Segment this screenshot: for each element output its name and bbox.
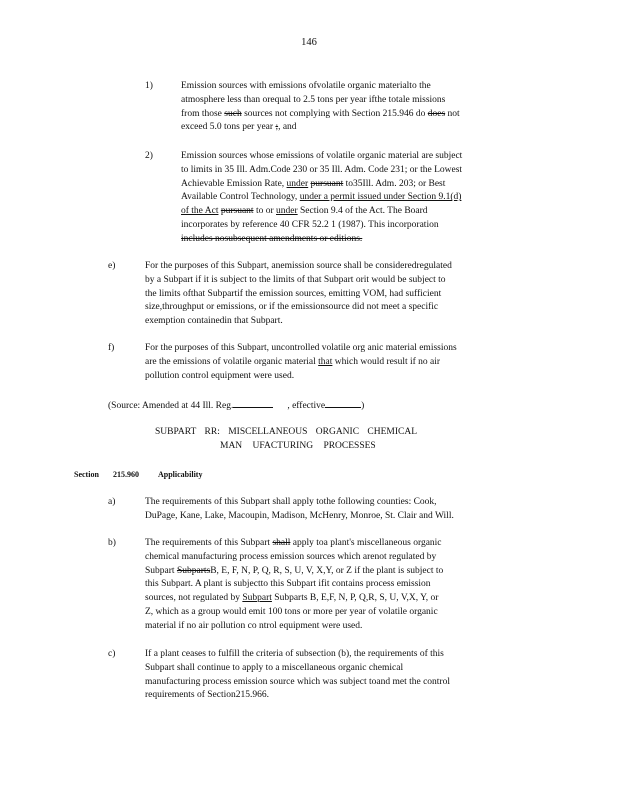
subpart-heading-line2: MAN UFACTURING PROCESSES	[220, 441, 376, 451]
para-b-label: b)	[108, 538, 116, 548]
section-title: Applicability	[158, 470, 203, 479]
para-b-text: The requirements of this Subpart shall apply toa plant's miscellaneous organic chemical manufacturing process emission sources which arenot regulated by Subpart SubpartsB, E, F, N, P, Q, R, S, U, V, X,Y, or Z if the plant is subject to this Subpart. A plant is subjectto this Subpart ifit contains process emission sources, not regulated by Subpart Subparts B, E,F, N, P, Q,R, S, U, V,X, Y, or Z, which as a group would emit 100 tons or more per year of volatile organic material if no air pollution co ntrol equipment were used.	[145, 538, 444, 631]
para-e-text: For the purposes of this Subpart, anemission source shall be consideredregulated by a Subpart if it is subject to the limits of that Subpart orit would be subject to the limits ofthat Subpartif the emission sources, emitting VOM, had sufficient size,throughput or emissions, or if the emissionsource did not meet a specific exemption containedin that Subpart.	[145, 261, 452, 327]
item-2-label: 2)	[145, 151, 153, 161]
source-note: (Source: Amended at 44 Ill. Reg. , effective )	[108, 398, 364, 414]
section-label: Section	[74, 470, 99, 479]
subpart-heading-line1: SUBPART RR: MISCELLANEOUS ORGANIC CHEMICAL	[155, 427, 418, 437]
para-c-text: If a plant ceases to fulfill the criteria of subsection (b), the requirements of this Subpart shall continue to apply to a miscellaneous organic chemical manufacturing process emission source which was subject toand met the control requirements of Section215.966.	[145, 649, 450, 701]
para-f-label: f)	[108, 343, 115, 353]
item-1-text: Emission sources with emissions ofvolatile organic materialto the atmosphere less than orequal to 2.5 tons per year ifthe totale missions from those such sources not complying with Section 215.946 do does not exceed 5.0 tons per year ;, and	[181, 81, 460, 133]
para-f-text: For the purposes of this Subpart, uncontrolled volatile org anic material emissions are the emissions of volatile organic material that which would result if no air pollution control equipment were used.	[145, 343, 457, 381]
para-e-label: e)	[108, 261, 116, 271]
section-number: 215.960	[113, 470, 139, 479]
item-2-text: Emission sources whose emissions of volatile organic material are subject to limits in 35 Ill. Adm.Code 230 or 35 Ill. Adm. Code 231; or the Lowest Achievable Emission Rate, under pursuant to35Ill. Adm. 203; or Best Available Control Technology, under a permit issued under Section 9.1(d) of the Act pursuant to or under Section 9.4 of the Act. The Board incorporates by reference 40 CFR 52.2 1 (1987). This incorporation includes nosubsequent amendments or editions.	[181, 151, 463, 244]
page-number: 146	[301, 37, 317, 48]
para-a-text: The requirements of this Subpart shall apply tothe following counties: Cook, DuPage, Kane, Lake, Macoupin, Madison, McHenry, Monroe, St. Clair and Will.	[145, 497, 454, 521]
para-c-label: c)	[108, 649, 116, 659]
para-a-label: a)	[108, 497, 116, 507]
item-1-label: 1)	[145, 81, 153, 91]
